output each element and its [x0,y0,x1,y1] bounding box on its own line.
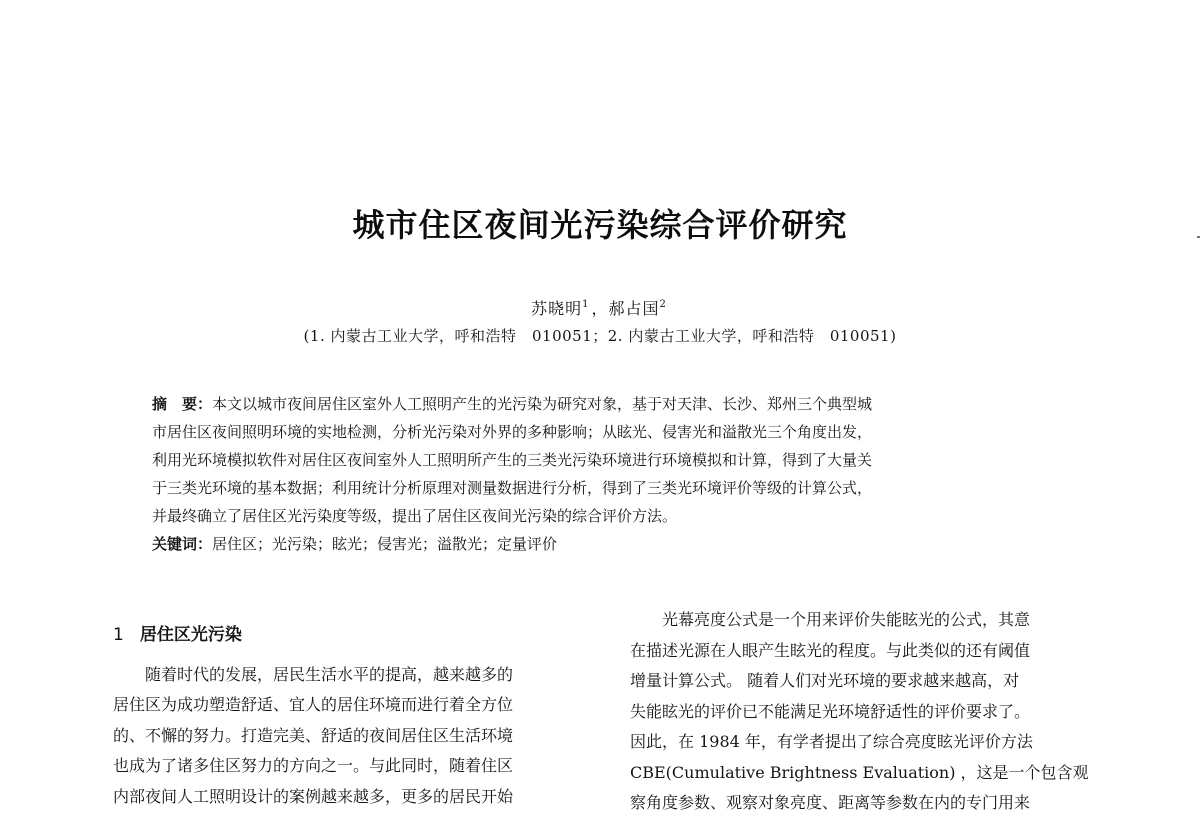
abstract-line: 于三类光环境的基本数据；利用统计分析原理对测量数据进行分析，得到了三类光环境评价等级的计算公式， [152,479,873,497]
body-line: 随着时代的发展，居民生活水平的提高，越来越多的 [145,664,514,684]
abstract-line [152,390,1068,418]
abstract-line: 市居住区夜间照明环境的实地检测，分析光污染对外界的多种影响；从眩光、侵害光和溢散光三个角度出发， [152,423,873,441]
author-separator: ， [591,299,609,318]
abstract-block [152,390,1068,558]
body-line: 察角度参数、观察对象亮度、距离等参数在内的专门用来 [630,793,1031,812]
section-number: 1 [113,625,124,645]
body-line: 内部夜间人工照明设计的案例越来越多，更多的居民开始 [113,786,514,806]
body-line: CBE(Cumulative Brightness Evaluation) ，这是一个包含观 [630,762,1089,782]
body-line: 也成为了诸多住区努力的方向之一。与此同时，随着住区 [113,756,514,775]
body-line: 居住区为成功塑造舒适、宜人的居住环境而进行着全方位 [113,695,514,714]
body-line: 在描述光源在人眼产生眩光的程度。与此类似的还有阈值 [630,640,1031,660]
body-line: 失能眩光的评价已不能满足光环境舒适性的评价要求了。 [630,701,1031,721]
author-superscript: 1 [582,299,590,310]
body-line: 光幕亮度公式是一个用来评价失能眩光的公式，其意 [662,610,1031,629]
paper-title: 城市住区夜间光污染综合评价研究 [352,206,848,244]
left-column [113,605,583,812]
affiliation-line: (1. 内蒙古工业大学，呼和浩特 010051；2. 内蒙古工业大学，呼和浩特 010051) [303,327,897,345]
abstract-label: 摘 要： [152,395,213,413]
body-line: 的、不懈的努力。打造完美、舒适的夜间居住区生活环境 [113,725,514,745]
author-superscript: 2 [659,299,667,310]
keywords-line [152,530,1068,558]
body-line: 因此，在 1984 年，有学者提出了综合亮度眩光评价方法 [630,732,1033,751]
author-name: 郝占国 [608,299,660,318]
body-line: 增量计算公式。 随着人们对光环境的要求越来越高，对 [630,671,1020,690]
abstract-line: 利用光环境模拟软件对居住区夜间室外人工照明所产生的三类光污染环境进行环境模拟和计算，得到了大量关 [152,451,873,469]
abstract-line: 并最终确立了居住区光污染度等级，提出了居住区夜间光污染的综合评价方法。 [152,507,678,525]
author-name: 苏晓明 [531,299,583,318]
author-line [0,296,1200,319]
keywords-label: 关键词： [152,535,213,553]
abstract-text: 本文以城市夜间居住区室外人工照明产生的光污染为研究对象，基于对天津、长沙、郑州三个典型城 [212,395,873,413]
section-heading [113,620,583,651]
section-title: 居住区光污染 [139,625,242,645]
keywords-text: 居住区；光污染；眩光；侵害光；溢散光；定量评价 [212,535,558,553]
right-column [630,605,1100,819]
